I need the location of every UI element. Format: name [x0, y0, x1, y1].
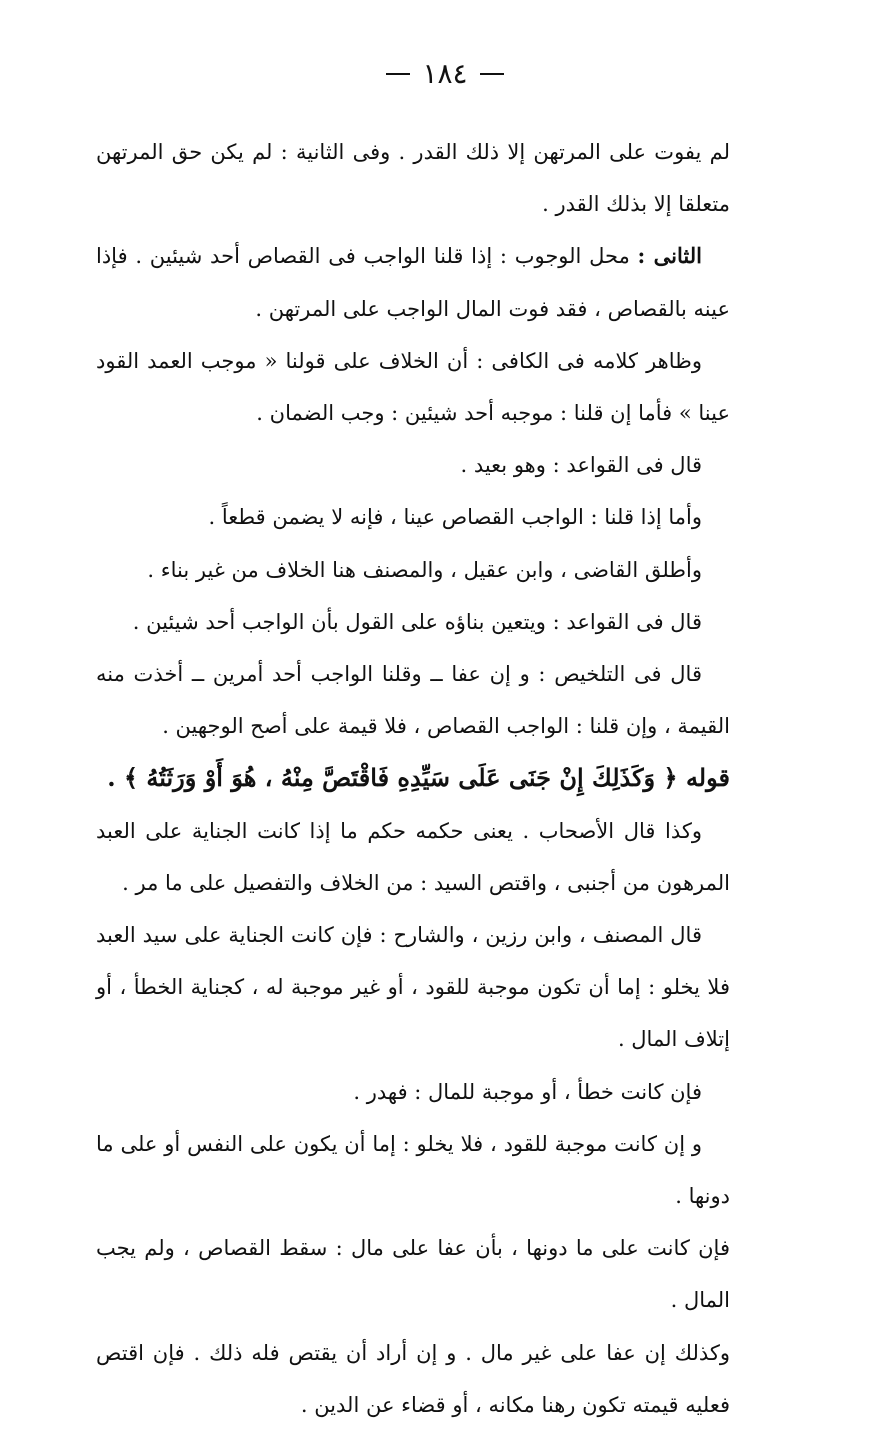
- paragraph: وكذا قال الأصحاب . يعنى حكمه حكم ما إذا كانت الجناية على العبد المرهون من أجنبى ، واقتص السيد : من الخلاف والتفصيل على ما مر .: [96, 818, 730, 895]
- paragraph: وكذلك إن عفا على غير مال . و إن أراد أن يقتص فله ذلك . فإن اقتص فعليه قيمته تكون رهنا مكانه ، أو قضاء عن الدين .: [96, 1340, 730, 1417]
- header-dash-right: [480, 73, 504, 75]
- paragraph: فإن كانت خطأ ، أو موجبة للمال : فهدر .: [353, 1079, 702, 1104]
- paragraph: قال فى القواعد : وهو بعيد .: [460, 453, 702, 478]
- paragraph: الثانى : محل الوجوب : إذا قلنا الواجب فى القصاص أحد شيئين . فإذا عينه بالقصاص ، فقد فوت المال الواجب على المرتهن .: [96, 243, 730, 321]
- header-dash-left: [386, 73, 410, 75]
- paragraph: قال فى التلخيص : و إن عفا ــ وقلنا الواجب أحد أمرين ــ أخذت منه القيمة ، وإن قلنا : الواجب القصاص ، فلا قيمة على أصح الوجهين .: [96, 662, 730, 739]
- paragraph: و إن كانت موجبة للقود ، فلا يخلو : إما أن يكون على النفس أو على ما دونها .: [96, 1131, 730, 1209]
- quote-verse: ﴿ وَكَذَلِكَ إِنْ جَنَى عَلَى سَيِّدِهِ فَاقْتَصَّ مِنْهُ ، هُوَ أَوْ وَرَثَتُهُ ﴾ .: [107, 763, 678, 793]
- quran-quote: [96, 752, 730, 804]
- paragraph: وأطلق القاضى ، وابن عقيل ، والمصنف هنا الخلاف من غير بناء .: [147, 557, 702, 582]
- quote-lead: قوله: [685, 763, 730, 793]
- body-text: [96, 126, 730, 1431]
- paragraph: قال فى القواعد : ويتعين بناؤه على القول بأن الواجب أحد شيئين .: [132, 609, 702, 634]
- page-number: ١٨٤: [422, 57, 468, 90]
- paragraph: وأما إذا قلنا : الواجب القصاص عينا ، فإنه لا يضمن قطعاً .: [208, 505, 702, 530]
- paragraph: قال المصنف ، وابن رزين ، والشارح : فإن كانت الجناية على سيد العبد فلا يخلو : إما أن تكون موجبة للقود ، أو غير موجبة له ، كجناية الخطأ ، أو إتلاف المال .: [96, 923, 730, 1052]
- paragraph: فإن كانت على ما دونها ، بأن عفا على مال : سقط القصاص ، ولم يجب المال .: [96, 1236, 730, 1313]
- page-header: [0, 58, 890, 90]
- paragraph: لم يفوت على المرتهن إلا ذلك القدر . وفى الثانية : لم يكن حق المرتهن متعلقا إلا بذلك القدر .: [96, 140, 730, 217]
- paragraph: وظاهر كلامه فى الكافى : أن الخلاف على قولنا « موجب العمد القود عينا » فأما إن قلنا : موجبه أحد شيئين : وجب الضمان .: [96, 348, 730, 426]
- paragraph-lead: الثانى :: [637, 243, 702, 269]
